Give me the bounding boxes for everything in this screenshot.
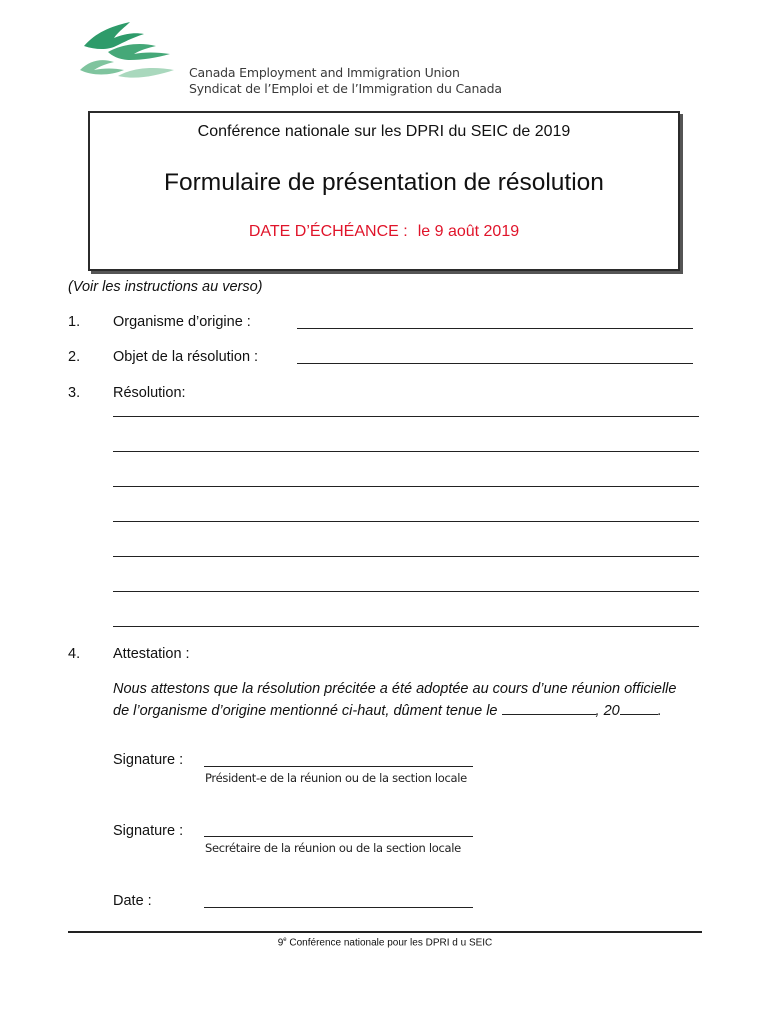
attestation-text-line2 xyxy=(113,700,662,719)
signature-secretary-label: Signature : xyxy=(113,823,184,839)
signature-secretary-caption: Secrétaire de la réunion ou de la section locale xyxy=(205,841,461,855)
signature-president-field[interactable] xyxy=(204,766,473,767)
footer-number: 9 xyxy=(277,937,284,949)
ceiu-wave-logo-icon xyxy=(78,16,178,86)
item-number: 3. xyxy=(68,385,81,401)
date-label: Date : xyxy=(113,893,152,909)
origin-organization-label: Organisme d’origine : xyxy=(113,314,251,330)
resolution-text-line[interactable] xyxy=(113,591,699,592)
resolution-subject-label: Objet de la résolution : xyxy=(113,349,259,365)
resolution-label: Résolution: xyxy=(113,385,186,401)
attestation-label: Attestation : xyxy=(113,646,190,662)
attestation-period: . xyxy=(657,703,662,719)
conference-title: Conférence nationale sur les DPRI du SEIC de 2019 xyxy=(197,123,571,140)
attestation-text: de l’organisme d’origine mentionné ci-haut, dûment tenue le xyxy=(113,703,498,719)
attestation-year-prefix: , 20 xyxy=(595,703,620,719)
footer xyxy=(0,937,770,948)
footer-divider xyxy=(68,931,702,933)
signature-secretary-field[interactable] xyxy=(204,836,473,837)
signature-president-caption: Président-e de la réunion ou de la section locale xyxy=(205,771,467,785)
footer-text: Conférence nationale pour les DPRI d u SEIC xyxy=(289,937,493,949)
deadline-date: le 9 août 2019 xyxy=(417,223,520,240)
deadline-label: DATE D’ÉCHÉANCE : xyxy=(248,223,408,240)
resolution-text-line[interactable] xyxy=(113,451,699,452)
resolution-subject-field[interactable] xyxy=(297,363,693,364)
resolution-text-line[interactable] xyxy=(113,626,699,627)
item-number: 1. xyxy=(68,314,81,330)
date-field[interactable] xyxy=(204,907,473,908)
resolution-text-line[interactable] xyxy=(113,521,699,522)
attestation-text-line1: Nous attestons que la résolution précitée a été adoptée au cours d’une réunion officielle xyxy=(113,681,677,697)
deadline xyxy=(90,223,678,241)
org-name-french: Syndicat de l’Emploi et de l’Immigration du Canada xyxy=(189,81,502,96)
resolution-text-line[interactable] xyxy=(113,416,699,417)
org-name-english: Canada Employment and Immigration Union xyxy=(189,65,460,80)
instructions-note: (Voir les instructions au verso) xyxy=(68,279,263,295)
meeting-year-field[interactable] xyxy=(620,700,658,715)
item-number: 2. xyxy=(68,349,81,365)
signature-president-label: Signature : xyxy=(113,752,184,768)
footer-ordinal: e xyxy=(283,937,287,943)
resolution-text-line[interactable] xyxy=(113,486,699,487)
title-box xyxy=(88,111,680,271)
item-number: 4. xyxy=(68,646,81,662)
meeting-date-field[interactable] xyxy=(502,700,596,715)
resolution-text-line[interactable] xyxy=(113,556,699,557)
form-title: Formulaire de présentation de résolution xyxy=(164,169,604,196)
origin-organization-field[interactable] xyxy=(297,328,693,329)
